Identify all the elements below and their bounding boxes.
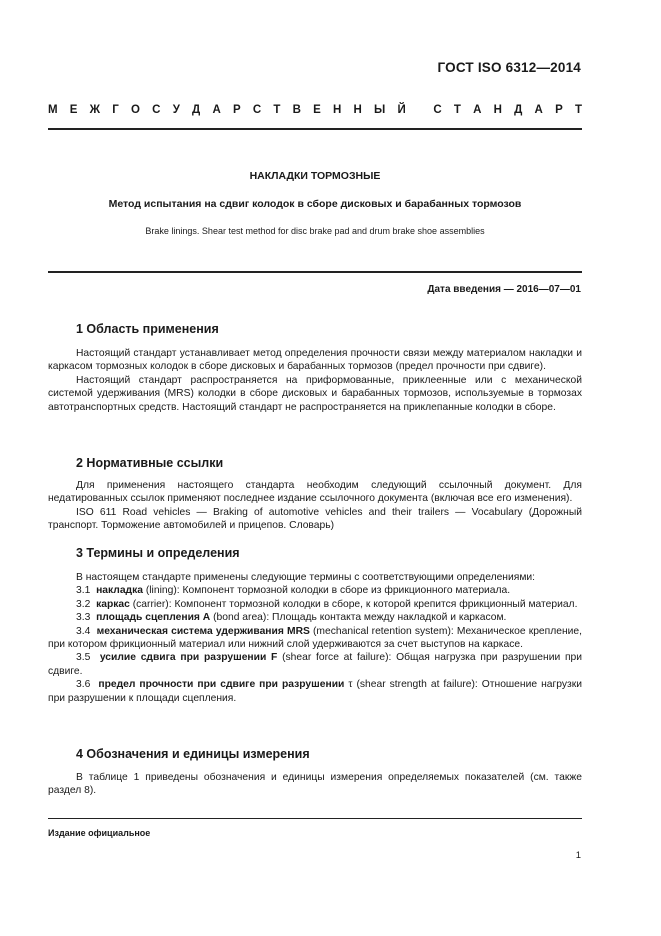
document-title: НАКЛАДКИ ТОРМОЗНЫЕ [249, 170, 381, 182]
introduction-date: Дата введения — 2016—07—01 [427, 284, 581, 295]
term-description: (carrier): Компонент тормозной колодки в сборе, к которой крепится фрикционный материал. [129, 598, 578, 610]
term-description: (shear force at failure): Общая нагрузка при разрушении при сдвиге. [48, 652, 582, 677]
paragraph: Настоящий стандарт распространяется на приформованные, приклеенные или с механической системой удерживания (MRS) колодки в сборе дисковых и барабанных тормозов, используемые в тормозах автотранспортных средств. Настоящий стандарт не распространяется на приклепанные колодки в сборе. [48, 374, 582, 413]
edition-label: Издание официальное [48, 828, 151, 838]
paragraph: В настоящем стандарте применены следующие термины с соответствующими определениями: [76, 572, 536, 583]
banner-letter: У [172, 104, 180, 116]
document-subtitle: Метод испытания на сдвиг колодок в сборе дисковых и барабанных тормозов [108, 198, 522, 210]
term-definition [48, 651, 582, 678]
term-description: τ (shear strength at failure): Отношение нагрузки при разрушении к площади сцепления. [48, 679, 582, 704]
banner-letter: Ж [89, 104, 101, 116]
term: предел прочности при сдвиге при разрушении [98, 679, 345, 691]
section-3-heading: 3 Термины и определения [76, 546, 240, 560]
banner-letter: Н [332, 104, 342, 116]
banner-letter: А [212, 104, 221, 116]
term-number: 3.1 [76, 585, 91, 597]
term-number: 3.5 [76, 652, 91, 664]
section-2-heading: 2 Нормативные ссылки [76, 456, 224, 470]
term-definition [48, 598, 582, 611]
term-number: 3.3 [76, 612, 91, 624]
document-title-english: Brake linings. Shear test method for disc brake pad and drum brake shoe assemblies [145, 226, 485, 236]
term: усилие сдвига при разрушении F [99, 652, 278, 664]
banner-letter: М [48, 104, 58, 116]
page-number: 1 [575, 850, 581, 861]
banner-letter: Н [353, 104, 362, 116]
banner-letter: А [534, 104, 543, 116]
term-number: 3.4 [76, 625, 91, 637]
banner-letter: Й [397, 104, 406, 116]
section-4-body [48, 771, 582, 798]
banner-letter: Г [112, 104, 119, 116]
term-description: (bond area): Площадь контакта между накладкой и каркасом. [210, 612, 507, 624]
term-definition [48, 611, 582, 624]
banner-letter: Ы [374, 104, 386, 116]
banner-letter: Т [453, 104, 461, 116]
term: каркас [96, 598, 130, 610]
paragraph: Для применения настоящего стандарта необходим следующий ссылочный документ. Для недатированных ссылок применяют последнее издание ссылочного документа (включая все его изменения). [48, 480, 582, 505]
term-definition [48, 584, 582, 597]
section-1-heading: 1 Область применения [76, 322, 219, 336]
section-1-body [48, 347, 582, 414]
term: накладка [96, 585, 143, 597]
interstate-standard-banner [48, 104, 582, 116]
term-definition [48, 625, 582, 652]
term-description: (mechanical retention system): Механическое крепление, при котором фрикционный материал или нижний слой удерживаются за счет выступов на каркасе. [48, 625, 582, 651]
top-divider [48, 128, 582, 130]
banner-letter: Р [555, 104, 563, 116]
banner-letter: Д [192, 104, 201, 116]
banner-letter: А [473, 104, 482, 116]
banner-letter: С [252, 104, 262, 116]
term: механическая система удерживания MRS [96, 625, 310, 637]
banner-letter: Е [69, 104, 78, 116]
section-4-heading: 4 Обозначения и единицы измерения [76, 747, 310, 761]
banner-letter: В [292, 104, 301, 116]
document-code: ГОСТ ISO 6312—2014 [437, 60, 581, 75]
term-description: (lining): Компонент тормозной колодки в сборе из фрикционного материала. [142, 585, 511, 597]
paragraph: ISO 611 Road vehicles — Braking of automotive vehicles and their trailers — Vocabulary (Дорожный транспорт. Торможение автомобилей и прицепов. Словарь) [48, 506, 582, 532]
banner-letter: Р [232, 104, 241, 116]
term-number: 3.6 [76, 679, 91, 691]
banner-letter: О [131, 104, 140, 116]
banner-letter: Д [514, 104, 523, 116]
banner-letter: Н [493, 104, 502, 116]
banner-letter: Т [273, 104, 281, 116]
banner-letter: Т [574, 104, 582, 116]
banner-letter: Е [313, 104, 321, 116]
section-2-body [48, 479, 582, 533]
paragraph: В таблице 1 приведены обозначения и единицы измерения определяемых показателей (см. также раздел 8). [48, 772, 582, 797]
banner-letter: С [433, 104, 442, 116]
banner-letter [418, 104, 421, 116]
section-3-body [48, 571, 582, 705]
title-divider [48, 271, 582, 273]
footer-divider [48, 818, 582, 819]
paragraph: Настоящий стандарт устанавливает метод определения прочности связи между материалом накладки и каркасом тормозных колодок в сборе дисковых и барабанных тормозов (предел прочности при сдвиге). [48, 348, 582, 373]
term-definition [48, 678, 582, 705]
term-number: 3.2 [76, 598, 91, 610]
term: площадь сцепления A [96, 612, 211, 624]
banner-letter: С [152, 104, 161, 116]
